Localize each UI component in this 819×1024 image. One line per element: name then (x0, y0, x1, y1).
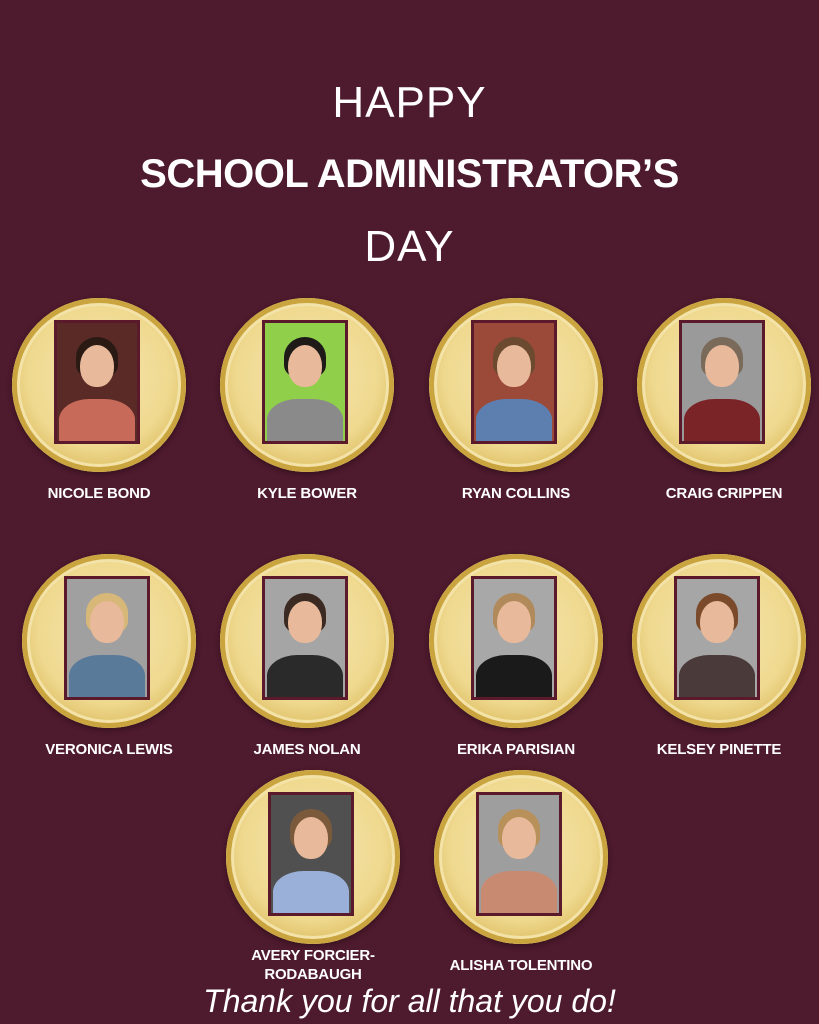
administrator-name: ERIKA PARISIAN (456, 741, 576, 758)
portrait-photo (268, 792, 354, 916)
portrait-photo (471, 320, 557, 444)
administrator-card (429, 554, 603, 758)
portrait-photo (674, 576, 760, 700)
gold-medallion (637, 298, 811, 472)
gold-medallion (220, 554, 394, 728)
portrait-photo (471, 576, 557, 700)
gold-medallion (434, 770, 608, 944)
administrator-card (637, 298, 811, 502)
gold-medallion (22, 554, 196, 728)
thank-you-message: Thank you for all that you do! (203, 983, 616, 1019)
heading-line-happy: HAPPY (332, 78, 487, 127)
portrait-photo (262, 576, 348, 700)
gold-medallion (429, 298, 603, 472)
administrator-name: KELSEY PINETTE (656, 741, 782, 758)
portrait-photo (679, 320, 765, 444)
administrator-name: RYAN COLLINS (461, 485, 571, 502)
gold-medallion (220, 298, 394, 472)
administrator-card (12, 298, 186, 502)
administrator-name: VERONICA LEWIS (45, 741, 173, 758)
administrator-card (226, 770, 400, 983)
administrator-card (22, 554, 196, 758)
gold-medallion (12, 298, 186, 472)
portrait-photo (262, 320, 348, 444)
administrator-name: NICOLE BOND (47, 485, 151, 502)
portrait-photo (54, 320, 140, 444)
administrator-name: CRAIG CRIPPEN (665, 485, 783, 502)
administrator-card (220, 554, 394, 758)
administrator-name: AVERY FORCIER- RODABAUGH (251, 947, 375, 983)
administrator-card (220, 298, 394, 502)
gold-medallion (226, 770, 400, 944)
portrait-photo (64, 576, 150, 700)
administrator-card (429, 298, 603, 502)
portrait-photo (476, 792, 562, 916)
administrator-card (632, 554, 806, 758)
gold-medallion (429, 554, 603, 728)
administrator-name: KYLE BOWER (257, 485, 357, 502)
heading-line-day: DAY (364, 222, 455, 271)
administrator-name: JAMES NOLAN (253, 741, 361, 758)
gold-medallion (632, 554, 806, 728)
heading-line-main: SCHOOL ADMINISTRATOR’S (140, 152, 679, 196)
administrator-card (434, 770, 608, 974)
administrator-name: ALISHA TOLENTINO (449, 957, 593, 974)
